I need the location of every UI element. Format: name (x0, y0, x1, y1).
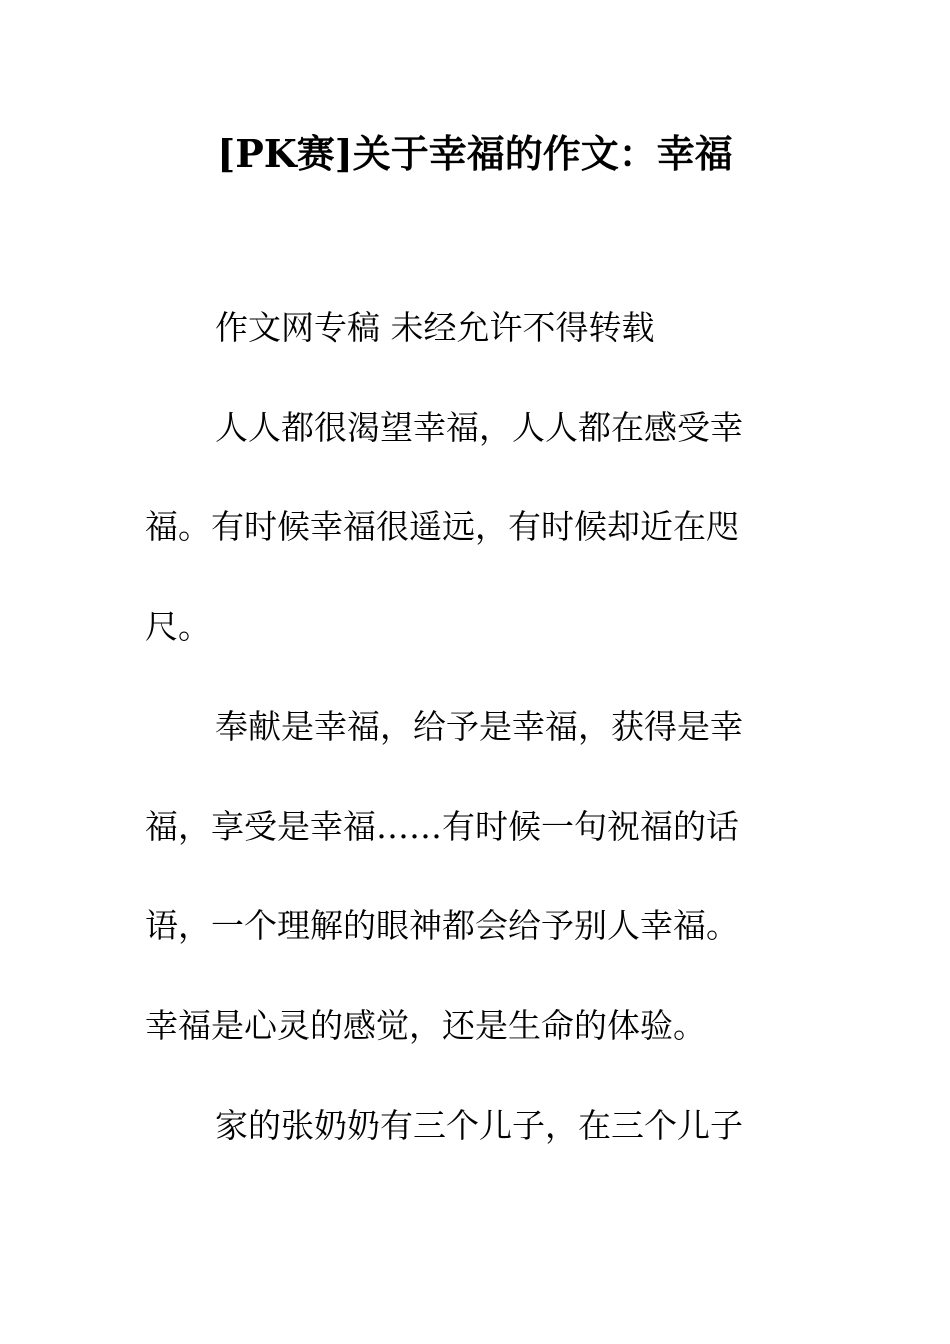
body-line: 福，享受是幸福……有时候一句祝福的话 (145, 807, 739, 846)
body-line: 语，一个理解的眼神都会给予别人幸福。 (145, 906, 739, 945)
body-line: 尺。 (145, 607, 211, 646)
document-title: [PK赛]关于幸福的作文：幸福 (217, 131, 733, 176)
body-line: 家的张奶奶有三个儿子，在三个儿子 (215, 1106, 743, 1145)
body-line: 奉献是幸福，给予是幸福，获得是幸 (215, 707, 743, 746)
body-line: 作文网专稿 未经允许不得转载 (215, 308, 655, 347)
body-line: 幸福是心灵的感觉，还是生命的体验。 (145, 1006, 706, 1045)
body-line: 人人都很渴望幸福，人人都在感受幸 (215, 408, 743, 447)
body-line: 福。有时候幸福很遥远，有时候却近在咫 (145, 507, 739, 546)
